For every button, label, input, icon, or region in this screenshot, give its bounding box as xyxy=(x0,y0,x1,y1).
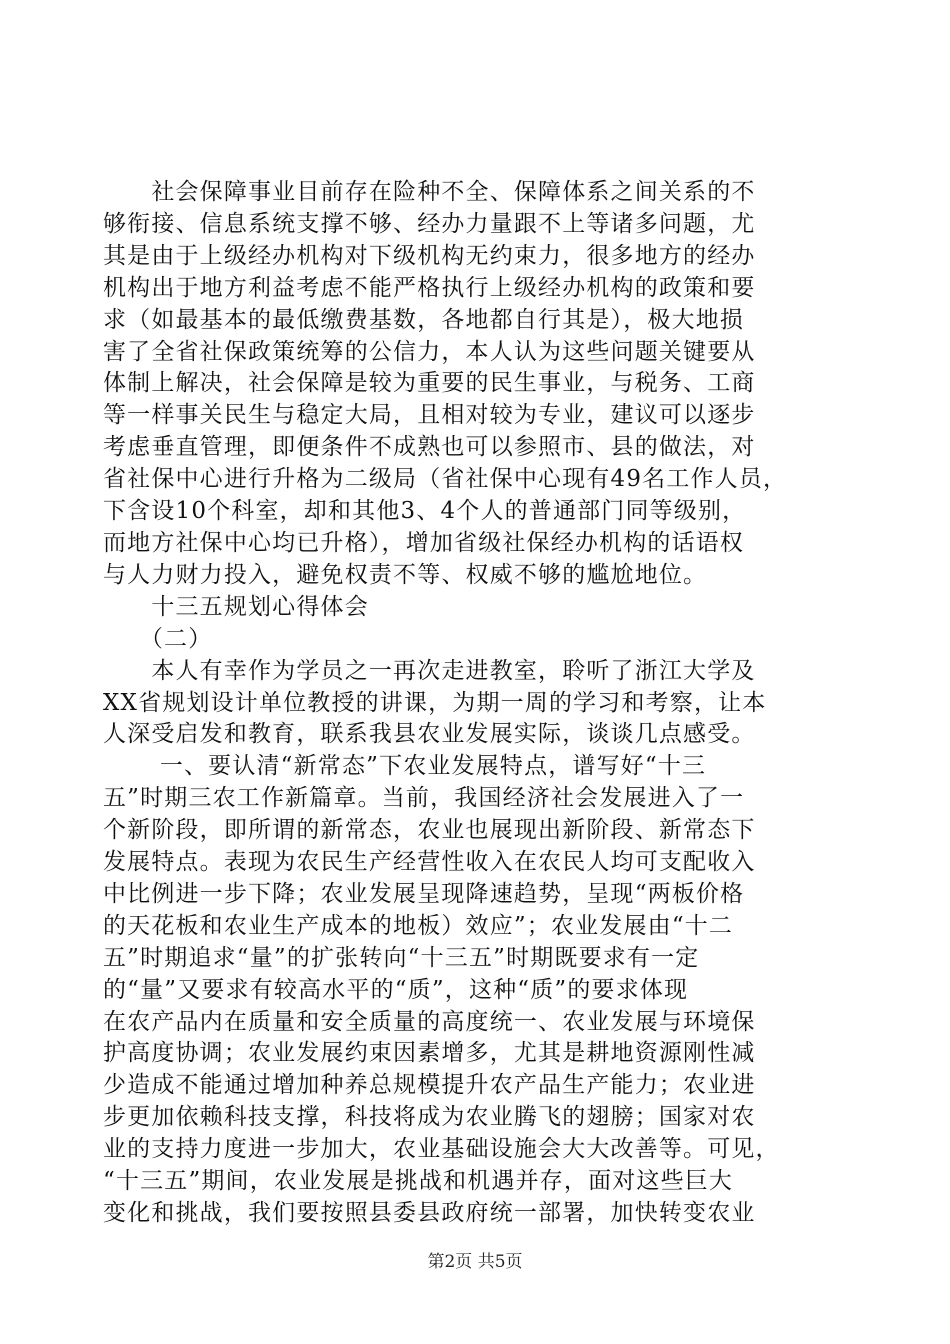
text-line-3: 其是由于上级经办机构对下级机构无约束力，很多地方的经办 xyxy=(103,242,756,269)
text-line-4: 机构出于地方利益考虑不能严格执行上级经办机构的政策和要 xyxy=(103,274,756,301)
text-line-13: 与人力财力投入，避免权责不等、权威不够的尴尬地位。 xyxy=(103,561,708,588)
text-line-2: 够衔接、信息系统支撑不够、经办力量跟不上等诸多问题，尤 xyxy=(103,210,756,237)
text-line-18: 人深受启发和教育，联系我县农业发展实际，谈谈几点感受。 xyxy=(103,721,756,748)
text-line-9: 考虑垂直管理，即便条件不成熟也可以参照市、县的做法，对 xyxy=(103,434,756,461)
text-line-22: 发展特点。表现为农民生产经营性收入在农民人均可支配收入 xyxy=(103,849,756,876)
text-line-26: 的“量”又要求有较高水平的“质”，这种“质”的要求体现 xyxy=(103,976,689,1003)
page-footer: 第2页 共5页 xyxy=(427,1252,523,1272)
section-number: （二） xyxy=(103,625,213,652)
text-line-29: 少造成不能通过增加种养总规模提升农产品生产能力；农业进 xyxy=(103,1072,756,1099)
text-line-25: 五”时期追求“量”的扩张转向“十三五”时期既要求有一定 xyxy=(103,944,700,971)
text-line-27: 在农产品内在质量和安全质量的高度统一、农业发展与环境保 xyxy=(103,1008,756,1035)
text-line-5: 求（如最基本的最低缴费基数，各地都自行其是），极大地损 xyxy=(103,306,745,333)
text-line-19: 一、要认清“新常态”下农业发展特点，谱写好“十三 xyxy=(103,753,707,780)
text-line-7: 体制上解决，社会保障是较为重要的民生事业，与税务、工商 xyxy=(103,370,756,397)
text-line-17: XX省规划设计单位教授的讲课，为期一周的学习和考察，让本 xyxy=(103,689,767,716)
text-line-24: 的天花板和农业生产成本的地板）效应”；农业发展由“十二 xyxy=(103,912,734,939)
text-line-21: 个新阶段，即所谓的新常态，农业也展现出新阶段、新常态下 xyxy=(103,817,756,844)
text-line-6: 害了全省社保政策统筹的公信力，本人认为这些问题关键要从 xyxy=(103,338,756,365)
text-line-23: 中比例进一步下降；农业发展呈现降速趋势，呈现“两板价格 xyxy=(103,880,745,907)
text-line-30: 步更加依赖科技支撑，科技将成为农业腾飞的翅膀；国家对农 xyxy=(103,1104,756,1131)
text-line-33: 变化和挑战，我们要按照县委县政府统一部署，加快转变农业 xyxy=(103,1200,756,1226)
text-line-20: 五”时期三农工作新篇章。当前，我国经济社会发展进入了一 xyxy=(103,785,745,812)
text-line-31: 业的支持力度进一步加大，农业基础设施会大大改善等。可见， xyxy=(103,1136,780,1163)
text-line-16: 本人有幸作为学员之一再次走进教室，聆听了浙江大学及 xyxy=(103,657,756,684)
text-line-28: 护高度协调；农业发展约束因素增多，尤其是耕地资源刚性减 xyxy=(103,1040,756,1067)
text-line-12: 而地方社保中心均已升格），增加省级社保经办机构的话语权 xyxy=(103,529,745,556)
text-line-1: 社会保障事业目前存在险种不全、保障体系之间关系的不 xyxy=(103,179,756,205)
text-line-10: 省社保中心进行升格为二级局（省社保中心现有49名工作人员， xyxy=(103,466,788,493)
text-line-32: “十三五”期间，农业发展是挑战和机遇并存，面对这些巨大 xyxy=(103,1168,734,1195)
text-line-11: 下含设10个科室，却和其他3、4个人的普通部门同等级别， xyxy=(103,498,747,525)
section-heading: 十三五规划心得体会 xyxy=(103,593,369,620)
text-line-8: 等一样事关民生与稳定大局，且相对较为专业，建议可以逐步 xyxy=(103,402,756,429)
